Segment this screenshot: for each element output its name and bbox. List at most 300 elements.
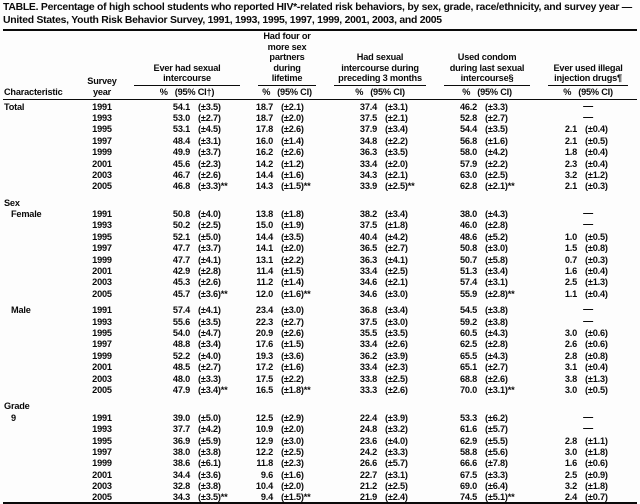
percent-cell: 11.2 [256, 277, 273, 288]
confidence-interval-cell: (±1.6) [281, 169, 304, 180]
characteristic-cell [3, 242, 79, 253]
percent-cell: 10.9 [255, 424, 273, 435]
percent-cell: 24.2 [359, 446, 378, 457]
percent-cell: 16.2 [255, 147, 273, 158]
percent-cell: 18.7 [255, 112, 273, 123]
confidence-interval-cell: (±3.5)** [198, 492, 228, 503]
confidence-interval-cell: (±2.5) [385, 373, 408, 384]
confidence-interval-cell: (±3.6) [281, 350, 304, 361]
confidence-interval-cell: (±1.5) [281, 266, 304, 277]
confidence-interval-cell: (±5.9) [198, 435, 221, 446]
percent-cell: 1.6 [564, 266, 578, 277]
survey-year-cell: 1999 [92, 254, 112, 265]
confidence-interval-cell: (±0.8) [585, 350, 608, 361]
table-row [3, 100, 637, 112]
percent-cell: 57.4 [172, 305, 190, 316]
table-row [3, 169, 637, 180]
characteristic-cell [3, 180, 79, 191]
confidence-interval-cell: (±1.6)** [281, 288, 311, 299]
confidence-interval-cell: (±2.6) [385, 384, 408, 395]
confidence-interval-cell: (±2.9) [281, 412, 304, 423]
confidence-interval-cell: (±5.0) [198, 412, 221, 423]
group-header-ever-had-intercourse: Ever had sexual intercourse [125, 30, 249, 86]
percent-cell: 49.9 [172, 147, 190, 158]
percent-cell: 14.4 [255, 231, 273, 242]
confidence-interval-cell: (±3.1) [198, 135, 221, 146]
characteristic-cell [3, 327, 79, 338]
survey-year-cell: 1991 [92, 305, 112, 316]
percent-cell: 47.9 [172, 384, 190, 395]
percent-cell: 2.1 [564, 135, 578, 146]
confidence-interval-cell: (±0.6) [585, 458, 608, 469]
confidence-interval-cell: (±2.7) [281, 316, 304, 327]
confidence-interval-cell: (±2.2) [281, 254, 304, 265]
confidence-interval-cell: (±4.2) [485, 147, 508, 158]
survey-year-cell: 2001 [92, 266, 112, 277]
confidence-interval-cell: (±3.1) [485, 277, 508, 288]
percent-cell: 2.5 [564, 277, 578, 288]
characteristic-cell [3, 491, 79, 503]
characteristic-cell: Total [4, 101, 25, 112]
percent-cell: 36.8 [359, 305, 378, 316]
percent-cell: 39.0 [172, 412, 190, 423]
confidence-interval-cell: (±2.0) [281, 112, 304, 123]
confidence-interval-cell: (±1.4) [281, 277, 304, 288]
table-row [3, 338, 637, 349]
confidence-interval-cell: (±2.5)** [385, 181, 415, 192]
confidence-interval-cell: (±2.2) [485, 158, 508, 169]
table-row [3, 112, 637, 123]
percent-cell: 37.9 [359, 124, 378, 135]
confidence-interval-cell: (±2.0) [281, 243, 304, 254]
percent-cell: 47.7 [172, 243, 190, 254]
percent-cell: 60.5 [459, 328, 478, 338]
confidence-interval-cell: (±1.8) [585, 446, 608, 457]
confidence-interval-cell: (±3.7) [198, 147, 221, 158]
confidence-interval-cell: (±1.6) [281, 362, 304, 373]
confidence-interval-cell: (±5.5) [485, 435, 508, 446]
confidence-interval-cell: (±3.8) [198, 481, 221, 492]
confidence-interval-cell: (±0.4) [585, 158, 608, 169]
percent-cell: 45.3 [172, 277, 190, 288]
confidence-interval-cell: (±2.2) [385, 135, 408, 146]
percent-cell: 33.4 [359, 339, 378, 350]
table-row [3, 361, 637, 372]
percent-cell: 2.8 [564, 350, 578, 361]
confidence-interval-cell: (±0.4) [585, 147, 608, 158]
percent-cell: 40.4 [359, 231, 378, 242]
confidence-interval-cell: (±3.1) [385, 101, 408, 112]
percent-cell: 2.4 [564, 492, 578, 503]
confidence-interval-cell: (±3.8) [485, 316, 508, 327]
percent-cell: 1.8 [564, 147, 578, 158]
confidence-interval-cell: (±1.5)** [281, 492, 311, 503]
characteristic-column-header: Characteristic [3, 30, 79, 100]
confidence-interval-cell: (±2.8)** [485, 288, 515, 299]
section-label: Grade [4, 401, 30, 412]
confidence-interval-cell: (±2.0) [281, 481, 304, 492]
percent-cell: 53.0 [172, 112, 190, 123]
confidence-interval-cell: (±2.8) [485, 220, 508, 231]
survey-year-cell: 1995 [92, 124, 112, 135]
table-row [3, 491, 637, 503]
confidence-interval-cell: (±3.6)** [198, 288, 228, 299]
confidence-interval-cell: (±2.7) [385, 243, 408, 254]
confidence-interval-cell: (±4.3) [485, 350, 508, 361]
percent-cell: 38.6 [172, 458, 190, 469]
percent-cell: 23.4 [255, 305, 273, 316]
percent-cell: 37.7 [172, 424, 190, 435]
characteristic-cell [3, 157, 79, 168]
survey-year-cell: 2005 [92, 492, 112, 503]
percent-cell: 52.2 [172, 350, 190, 361]
confidence-interval-cell: (±2.7) [198, 362, 221, 373]
percent-cell: 63.0 [459, 169, 478, 180]
percent-cell: 21.9 [359, 492, 378, 503]
percent-cell: 50.8 [459, 243, 478, 254]
confidence-interval-cell: (±6.2) [485, 412, 508, 423]
percent-cell: 34.3 [172, 492, 190, 503]
percent-cell: 62.8 [459, 181, 478, 192]
section-label: Sex [4, 197, 20, 208]
survey-year-cell: 2001 [92, 469, 112, 480]
characteristic-cell [3, 338, 79, 349]
percent-cell: 1.5 [564, 243, 578, 254]
no-data-dash: — [583, 411, 593, 423]
percent-cell: 32.8 [172, 481, 190, 492]
characteristic-cell: Male [11, 305, 31, 316]
confidence-interval-cell: (±4.0) [198, 209, 221, 220]
table-row [3, 457, 637, 468]
percent-cell: 50.8 [172, 209, 190, 220]
percent-cell: 19.3 [255, 350, 273, 361]
confidence-interval-cell: (±0.4) [585, 362, 608, 373]
confidence-interval-cell: (±2.1) [385, 112, 408, 123]
characteristic-cell [3, 457, 79, 468]
characteristic-cell [3, 287, 79, 298]
percent-cell: 2.1 [564, 124, 578, 135]
table-row [3, 287, 637, 298]
confidence-interval-cell: (±3.5) [385, 147, 408, 158]
percent-cell: 33.4 [359, 158, 378, 169]
characteristic-cell [3, 276, 79, 287]
percent-cell: 14.4 [255, 169, 273, 180]
survey-year-cell: 1991 [92, 209, 112, 220]
percent-cell: 51.3 [459, 266, 478, 277]
percent-cell: 45.7 [172, 288, 190, 299]
table-row [3, 123, 637, 134]
table-row [3, 253, 637, 264]
confidence-interval-cell: (±3.3) [198, 373, 221, 384]
confidence-interval-cell: (±4.0) [385, 435, 408, 446]
confidence-interval-cell: (±0.4) [585, 288, 608, 299]
group-header-injection-drugs: Ever used illegal injection drugs¶ [539, 30, 637, 86]
survey-year-cell: 2003 [92, 373, 112, 384]
confidence-interval-cell: (±2.5) [385, 266, 408, 277]
table-body [3, 100, 637, 504]
characteristic-cell [3, 361, 79, 372]
survey-year-cell: 1993 [92, 112, 112, 123]
confidence-interval-cell: (±3.9) [385, 412, 408, 423]
confidence-interval-cell: (±2.6) [198, 169, 221, 180]
characteristic-cell [3, 349, 79, 360]
confidence-interval-cell: (±2.7) [485, 362, 508, 373]
confidence-interval-cell: (±1.1) [585, 435, 608, 446]
table-row [3, 384, 637, 395]
percent-cell: 48.6 [459, 231, 478, 242]
confidence-interval-cell: (±5.0) [198, 231, 221, 242]
confidence-interval-cell: (±2.2) [281, 373, 304, 384]
survey-year-cell: 2001 [92, 362, 112, 373]
percent-cell: 37.5 [359, 220, 378, 231]
percent-cell: 52.8 [459, 112, 478, 123]
confidence-interval-cell: (±3.0) [385, 288, 408, 299]
confidence-interval-cell: (±3.4) [385, 124, 408, 135]
confidence-interval-cell: (±3.4) [485, 266, 508, 277]
percent-cell: 0.7 [564, 254, 578, 265]
confidence-interval-cell: (±0.8) [585, 243, 608, 254]
confidence-interval-cell: (±3.0) [281, 435, 304, 446]
table-row [3, 265, 637, 276]
no-data-dash: — [583, 315, 593, 327]
confidence-interval-cell: (±0.6) [585, 339, 608, 350]
confidence-interval-cell: (±4.1) [385, 254, 408, 265]
confidence-interval-cell: (±1.8)** [281, 384, 311, 395]
confidence-interval-cell: (±3.3) [385, 446, 408, 457]
confidence-interval-cell: (±2.6) [281, 328, 304, 338]
confidence-interval-cell: (±1.2) [281, 158, 304, 169]
no-data-dash: — [583, 219, 593, 231]
no-data-dash: — [583, 100, 593, 112]
percent-cell: 53.3 [459, 412, 478, 423]
confidence-interval-cell: (±2.5) [281, 446, 304, 457]
percent-cell: 16.5 [255, 384, 273, 395]
confidence-interval-cell: (±0.4) [585, 266, 608, 277]
confidence-interval-cell: (±3.0) [385, 316, 408, 327]
survey-year-cell: 1995 [92, 328, 112, 338]
characteristic-cell: 9 [11, 412, 16, 423]
characteristic-cell [3, 265, 79, 276]
percent-cell: 17.8 [255, 124, 273, 135]
percent-cell: 14.1 [255, 243, 273, 254]
survey-year-cell: 1997 [92, 243, 112, 254]
confidence-interval-cell: (±2.3) [281, 458, 304, 469]
confidence-interval-cell: (±3.6) [198, 469, 221, 480]
table-row [3, 315, 637, 326]
percent-cell: 47.7 [172, 254, 190, 265]
percent-cell: 69.0 [459, 481, 478, 492]
table-row [3, 219, 637, 230]
percent-cell: 56.8 [459, 135, 478, 146]
percent-cell: 46.2 [459, 101, 478, 112]
confidence-interval-cell: (±1.6) [485, 135, 508, 146]
percent-cell: 13.8 [255, 209, 273, 220]
percent-cell: 67.5 [459, 469, 478, 480]
percent-cell: 9.4 [260, 492, 273, 503]
risk-behavior-table [3, 29, 637, 504]
characteristic-cell [3, 169, 79, 180]
confidence-interval-cell: (±0.5) [585, 384, 608, 395]
percent-cell: 1.1 [564, 288, 578, 299]
confidence-interval-cell: (±3.4) [198, 339, 221, 350]
table-row [3, 327, 637, 338]
confidence-interval-cell: (±3.5) [485, 124, 508, 135]
confidence-interval-cell: (±5.2) [485, 231, 508, 242]
confidence-interval-cell: (±2.4) [385, 492, 408, 503]
percent-cell: 26.6 [359, 458, 378, 469]
confidence-interval-cell: (±2.6) [281, 124, 304, 135]
percent-cell: 34.6 [359, 277, 378, 288]
characteristic-cell [3, 423, 79, 434]
percent-cell: 34.4 [172, 469, 190, 480]
table-row [3, 157, 637, 168]
confidence-interval-cell: (±4.0) [198, 350, 221, 361]
percent-cell: 61.6 [459, 424, 478, 435]
table-row [3, 446, 637, 457]
survey-year-cell: 1995 [92, 435, 112, 446]
table-row [3, 372, 637, 383]
percent-cell: 2.1 [564, 181, 578, 192]
percent-cell: 2.3 [564, 158, 578, 169]
percent-cell: 10.4 [255, 481, 273, 492]
percent-cell: 48.0 [172, 373, 190, 384]
confidence-interval-cell: (±1.5) [281, 339, 304, 350]
percent-cell: 34.3 [359, 169, 378, 180]
table-row [3, 480, 637, 491]
confidence-interval-cell: (±0.5) [585, 231, 608, 242]
confidence-interval-cell: (±0.5) [585, 135, 608, 146]
confidence-interval-cell: (±2.7) [485, 112, 508, 123]
confidence-interval-cell: (±2.8) [485, 339, 508, 350]
percent-cell: 70.0 [459, 384, 478, 395]
no-data-dash: — [583, 208, 593, 220]
percent-cell: 68.8 [459, 373, 478, 384]
table-header [3, 30, 637, 100]
percent-cell: 38.0 [459, 209, 478, 220]
percent-cell: 12.2 [255, 446, 273, 457]
percent-cell: 16.0 [255, 135, 273, 146]
table-row [3, 146, 637, 157]
percent-cell: 12.0 [255, 288, 273, 299]
percent-cell: 33.3 [359, 384, 378, 395]
percent-cell: 2.8 [564, 435, 578, 446]
percent-cell: 55.9 [459, 288, 478, 299]
confidence-interval-cell: (±1.6) [281, 469, 304, 480]
percent-cell: 36.2 [359, 350, 378, 361]
percent-cell: 23.6 [359, 435, 378, 446]
percent-cell: 24.8 [359, 424, 378, 435]
characteristic-cell [3, 446, 79, 457]
percent-cell: 17.2 [255, 362, 273, 373]
percent-cell: 33.4 [359, 362, 378, 373]
survey-year-cell: 1993 [92, 316, 112, 327]
survey-year-cell: 1995 [92, 231, 112, 242]
percent-cell: 1.0 [564, 231, 578, 242]
confidence-interval-cell: (±1.8) [281, 209, 304, 220]
characteristic-cell [3, 372, 79, 383]
confidence-interval-cell: (±5.6) [485, 446, 508, 457]
confidence-interval-cell: (±4.7) [198, 328, 221, 338]
percent-cell: 42.9 [172, 266, 190, 277]
confidence-interval-cell: (±0.9) [585, 469, 608, 480]
percent-cell: 53.1 [172, 124, 190, 135]
confidence-interval-cell: (±5.1)** [485, 492, 515, 503]
percent-cell: 57.4 [459, 277, 478, 288]
percent-cell: 45.6 [172, 158, 190, 169]
table-row [3, 349, 637, 360]
percent-cell: 3.0 [564, 328, 578, 338]
percent-cell: 38.0 [172, 446, 190, 457]
confidence-interval-cell: (±3.0) [281, 305, 304, 316]
pct-ci-header: % (95% CI) [539, 86, 637, 100]
confidence-interval-cell: (±3.0) [485, 243, 508, 254]
confidence-interval-cell: (±5.8) [485, 254, 508, 265]
section-header-row [3, 395, 637, 411]
pct-ci-header: % (95% CI†) [125, 86, 249, 100]
confidence-interval-cell: (±0.6) [585, 328, 608, 338]
no-data-dash: — [583, 423, 593, 435]
pct-ci-header: % (95% CI) [325, 86, 435, 100]
confidence-interval-cell: (±4.5) [198, 124, 221, 135]
survey-year-cell: 1991 [92, 412, 112, 423]
percent-cell: 20.9 [255, 328, 273, 338]
percent-cell: 48.5 [172, 362, 190, 373]
confidence-interval-cell: (±3.7) [198, 243, 221, 254]
percent-cell: 15.0 [255, 220, 273, 231]
percent-cell: 62.9 [459, 435, 478, 446]
confidence-interval-cell: (±3.9) [385, 350, 408, 361]
percent-cell: 3.0 [564, 446, 578, 457]
percent-cell: 36.5 [359, 243, 378, 254]
confidence-interval-cell: (±3.3)** [198, 181, 228, 192]
confidence-interval-cell: (±1.8) [385, 220, 408, 231]
characteristic-cell [3, 112, 79, 123]
section-header-row [3, 191, 637, 207]
confidence-interval-cell: (±3.8) [198, 446, 221, 457]
survey-year-cell: 2005 [92, 288, 112, 299]
survey-year-cell: 1991 [92, 101, 112, 112]
survey-year-cell: 2003 [92, 277, 112, 288]
percent-cell: 18.7 [255, 101, 273, 112]
confidence-interval-cell: (±4.2) [385, 231, 408, 242]
confidence-interval-cell: (±1.3) [585, 373, 608, 384]
percent-cell: 12.9 [255, 435, 273, 446]
table-row [3, 208, 637, 219]
percent-cell: 3.2 [564, 481, 578, 492]
survey-year-cell: 1993 [92, 220, 112, 231]
percent-cell: 54.4 [459, 124, 478, 135]
survey-year-cell: 1997 [92, 135, 112, 146]
confidence-interval-cell: (±3.4)** [198, 384, 228, 395]
survey-year-cell: 1999 [92, 350, 112, 361]
confidence-interval-cell: (±1.2) [585, 169, 608, 180]
percent-cell: 46.7 [172, 169, 190, 180]
percent-cell: 54.0 [172, 328, 190, 338]
percent-cell: 66.6 [459, 458, 478, 469]
confidence-interval-cell: (±2.1) [281, 101, 304, 112]
confidence-interval-cell: (±4.3) [485, 328, 508, 338]
characteristic-cell [3, 123, 79, 134]
percent-cell: 50.2 [172, 220, 190, 231]
confidence-interval-cell: (±2.1) [385, 277, 408, 288]
percent-cell: 1.6 [564, 458, 578, 469]
percent-cell: 21.2 [359, 481, 378, 492]
percent-cell: 34.8 [359, 135, 378, 146]
table-row [3, 242, 637, 253]
confidence-interval-cell: (±4.3) [485, 209, 508, 220]
confidence-interval-cell: (±3.3) [485, 469, 508, 480]
survey-year-cell: 2005 [92, 384, 112, 395]
